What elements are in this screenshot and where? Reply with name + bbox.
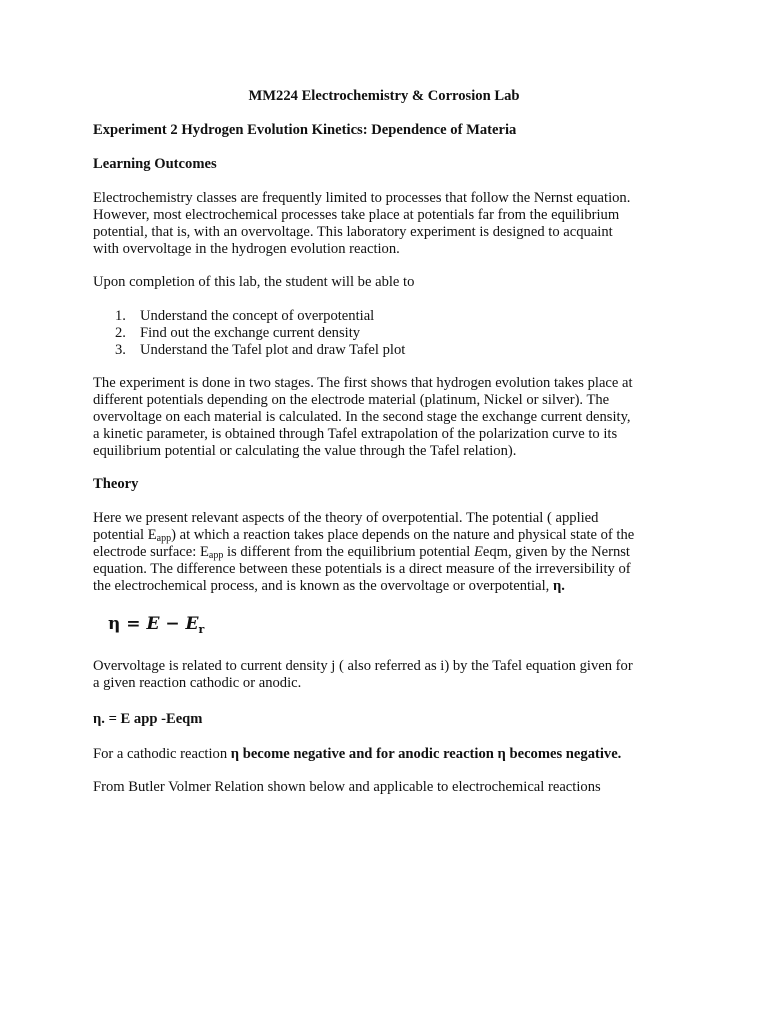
theory-line-4: equation. The difference between these potentials is a direct measure of the irreversibility of bbox=[93, 561, 631, 577]
stages-line-2: different potentials depending on the electrode material (platinum, Nickel or silver). The bbox=[93, 392, 610, 408]
cathodic-line bbox=[93, 746, 671, 763]
list-number: 1. bbox=[115, 308, 126, 324]
list-number: 3. bbox=[115, 342, 126, 358]
theory-line-3 bbox=[93, 544, 671, 561]
subscript-app: app bbox=[208, 550, 224, 561]
list-text: Find out the exchange current density bbox=[140, 325, 361, 341]
intro-line-4: with overvoltage in the hydrogen evolution reaction. bbox=[93, 241, 400, 257]
list-text: Understand the concept of overpotential bbox=[140, 308, 375, 324]
italic-e: E bbox=[473, 544, 483, 560]
overpotential-equation bbox=[108, 616, 204, 638]
document-title: MM224 Electrochemistry & Corrosion Lab bbox=[248, 88, 520, 104]
equation-er-subscript: r bbox=[198, 623, 205, 636]
stages-line-4: a kinetic parameter, is obtained through Tafel extrapolation of the polarization curve to its bbox=[93, 426, 618, 442]
stages-line-5: equilibrium potential or calculating the value through the Tafel relation). bbox=[93, 443, 517, 459]
theory-line-1: Here we present relevant aspects of the theory of overpotential. The potential ( applied bbox=[93, 510, 599, 526]
learning-outcomes-heading: Learning Outcomes bbox=[93, 156, 217, 172]
butler-volmer-line: From Butler Volmer Relation shown below and applicable to electrochemical reactions bbox=[93, 779, 601, 795]
cathodic-bold-text: η become negative and for anodic reaction η becomes negative. bbox=[230, 746, 622, 762]
equation-e: E bbox=[146, 614, 160, 634]
stages-line-3: overvoltage on each material is calculated. In the second stage the exchange current density, bbox=[93, 409, 631, 425]
overvoltage-line-2: a given reaction cathodic or anodic. bbox=[93, 675, 302, 691]
intro-paragraph bbox=[93, 190, 671, 258]
intro-line-2: However, most electrochemical processes take place at potentials far from the equilibrium bbox=[93, 207, 620, 223]
stages-paragraph bbox=[93, 375, 671, 460]
theory-text: potential E bbox=[93, 527, 157, 543]
experiment-heading: Experiment 2 Hydrogen Evolution Kinetics: Dependence of Materia bbox=[93, 122, 517, 138]
theory-text: eqm, given by the Nernst bbox=[482, 544, 630, 560]
theory-text: ) at which a reaction takes place depends on the nature and physical state of the bbox=[171, 527, 635, 543]
cathodic-text: For a cathodic reaction bbox=[93, 746, 231, 762]
list-item bbox=[115, 342, 675, 359]
theory-text: the electrochemical process, and is known as the overvoltage or overpotential, bbox=[93, 578, 553, 594]
theory-line-5 bbox=[93, 578, 671, 595]
intro-line-1: Electrochemistry classes are frequently limited to processes that follow the Nernst equation. bbox=[93, 190, 631, 206]
eta-equation-text: η. = E app -Eeqm bbox=[93, 711, 203, 727]
overvoltage-paragraph bbox=[93, 658, 671, 692]
subscript-app: app bbox=[156, 533, 172, 544]
list-text: Understand the Tafel plot and draw Tafel plot bbox=[140, 342, 406, 358]
theory-paragraph bbox=[93, 510, 671, 595]
intro-line-3: potential, that is, with an overvoltage. This laboratory experiment is designed to acquaint bbox=[93, 224, 613, 240]
eta-symbol: η. bbox=[552, 578, 565, 594]
equation-lhs: η = bbox=[108, 614, 147, 634]
theory-heading: Theory bbox=[93, 476, 139, 492]
theory-text: is different from the equilibrium potential bbox=[223, 544, 474, 560]
list-item bbox=[115, 308, 675, 325]
overvoltage-line-1: Overvoltage is related to current density j ( also referred as i) by the Tafel equation given for bbox=[93, 658, 633, 674]
equation-minus: − bbox=[159, 614, 186, 634]
stages-line-1: The experiment is done in two stages. The first shows that hydrogen evolution takes place at bbox=[93, 375, 633, 391]
outcomes-list bbox=[115, 308, 675, 359]
theory-line-2 bbox=[93, 527, 671, 544]
theory-text: electrode surface: E bbox=[93, 544, 209, 560]
equation-er: E bbox=[185, 614, 199, 634]
completion-text: Upon completion of this lab, the student will be able to bbox=[93, 274, 415, 290]
list-item bbox=[115, 325, 675, 342]
list-number: 2. bbox=[115, 325, 126, 341]
